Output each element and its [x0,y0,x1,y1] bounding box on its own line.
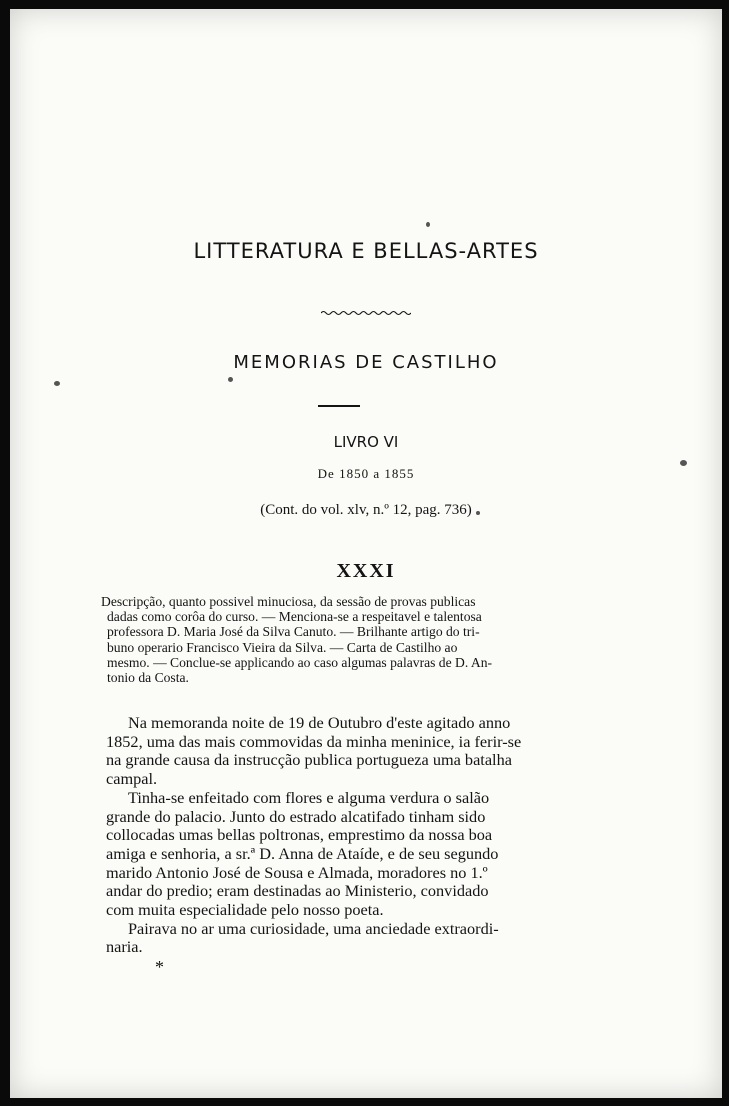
continuation-note: (Cont. do vol. xlv, n.º 12, pag. 736) [260,502,472,518]
chapter-number: XXXI [336,560,396,582]
body-line: Na memoranda noite de 19 de Outubro d'este agitado anno [128,713,511,732]
body-line: campal. [106,769,158,789]
body-line: Tinha-se enfeitado com flores e alguma verdura o salão [128,787,490,807]
summary-line: Descripção, quanto possivel minuciosa, da sessão de provas publicas [101,594,476,609]
summary-line: professora D. Maria José da Silva Canuto. — Brilhante artigo do tri- [107,624,480,640]
body-line: com muita especialidade pelo nosso poeta. [106,900,384,920]
summary-line: mesmo. — Conclue-se applicando ao caso algumas palavras de D. An- [107,654,493,670]
summary-line: tonio da Costa. [107,670,189,686]
page [10,9,722,1098]
body-line: Pairava no ar uma curiosidade, uma anciedade extraordi- [128,918,499,938]
short-divider [318,405,360,407]
section-title: LITTERATURA E BELLAS-ARTES [193,239,539,263]
wavy-divider [10,301,722,320]
body-line: marido Antonio José de Sousa e Almada, moradores no 1.º [106,862,488,882]
date-range: De 1850 a 1855 [317,466,415,481]
paper-speck [426,222,430,227]
body-line: andar do predio; eram destinadas ao Ministerio, convidado [106,881,489,901]
summary-line: dadas como corôa do curso. — Menciona-se a respeitavel e talentosa [107,609,482,625]
footer-asterisk: * [155,957,164,977]
paper-speck [228,377,233,382]
paper-speck [54,381,60,386]
body-line: grande do palacio. Junto do estrado alcatifado tinham sido [106,806,486,826]
body-text [106,714,588,957]
series-title: MEMORIAS DE CASTILHO [233,352,499,373]
summary-line: buno operario Francisco Vieira da Silva. — Carta de Castilho ao [107,639,458,655]
paper-speck [680,460,687,466]
body-line: collocadas umas bellas poltronas, emprestimo da nossa boa [106,825,493,845]
body-line: 1852, uma das mais commovidas da minha meninice, ia ferir-se [106,731,522,751]
body-line: naria. [106,937,143,957]
book-heading: LIVRO VI [333,433,399,451]
chapter-summary [101,594,588,685]
body-line: amiga e senhoria, a sr.ª D. Anna de Ataíde, e de seu segundo [106,843,499,863]
paper-speck [476,511,480,515]
body-line: na grande causa da instrucção publica portugueza uma batalha [106,750,512,770]
